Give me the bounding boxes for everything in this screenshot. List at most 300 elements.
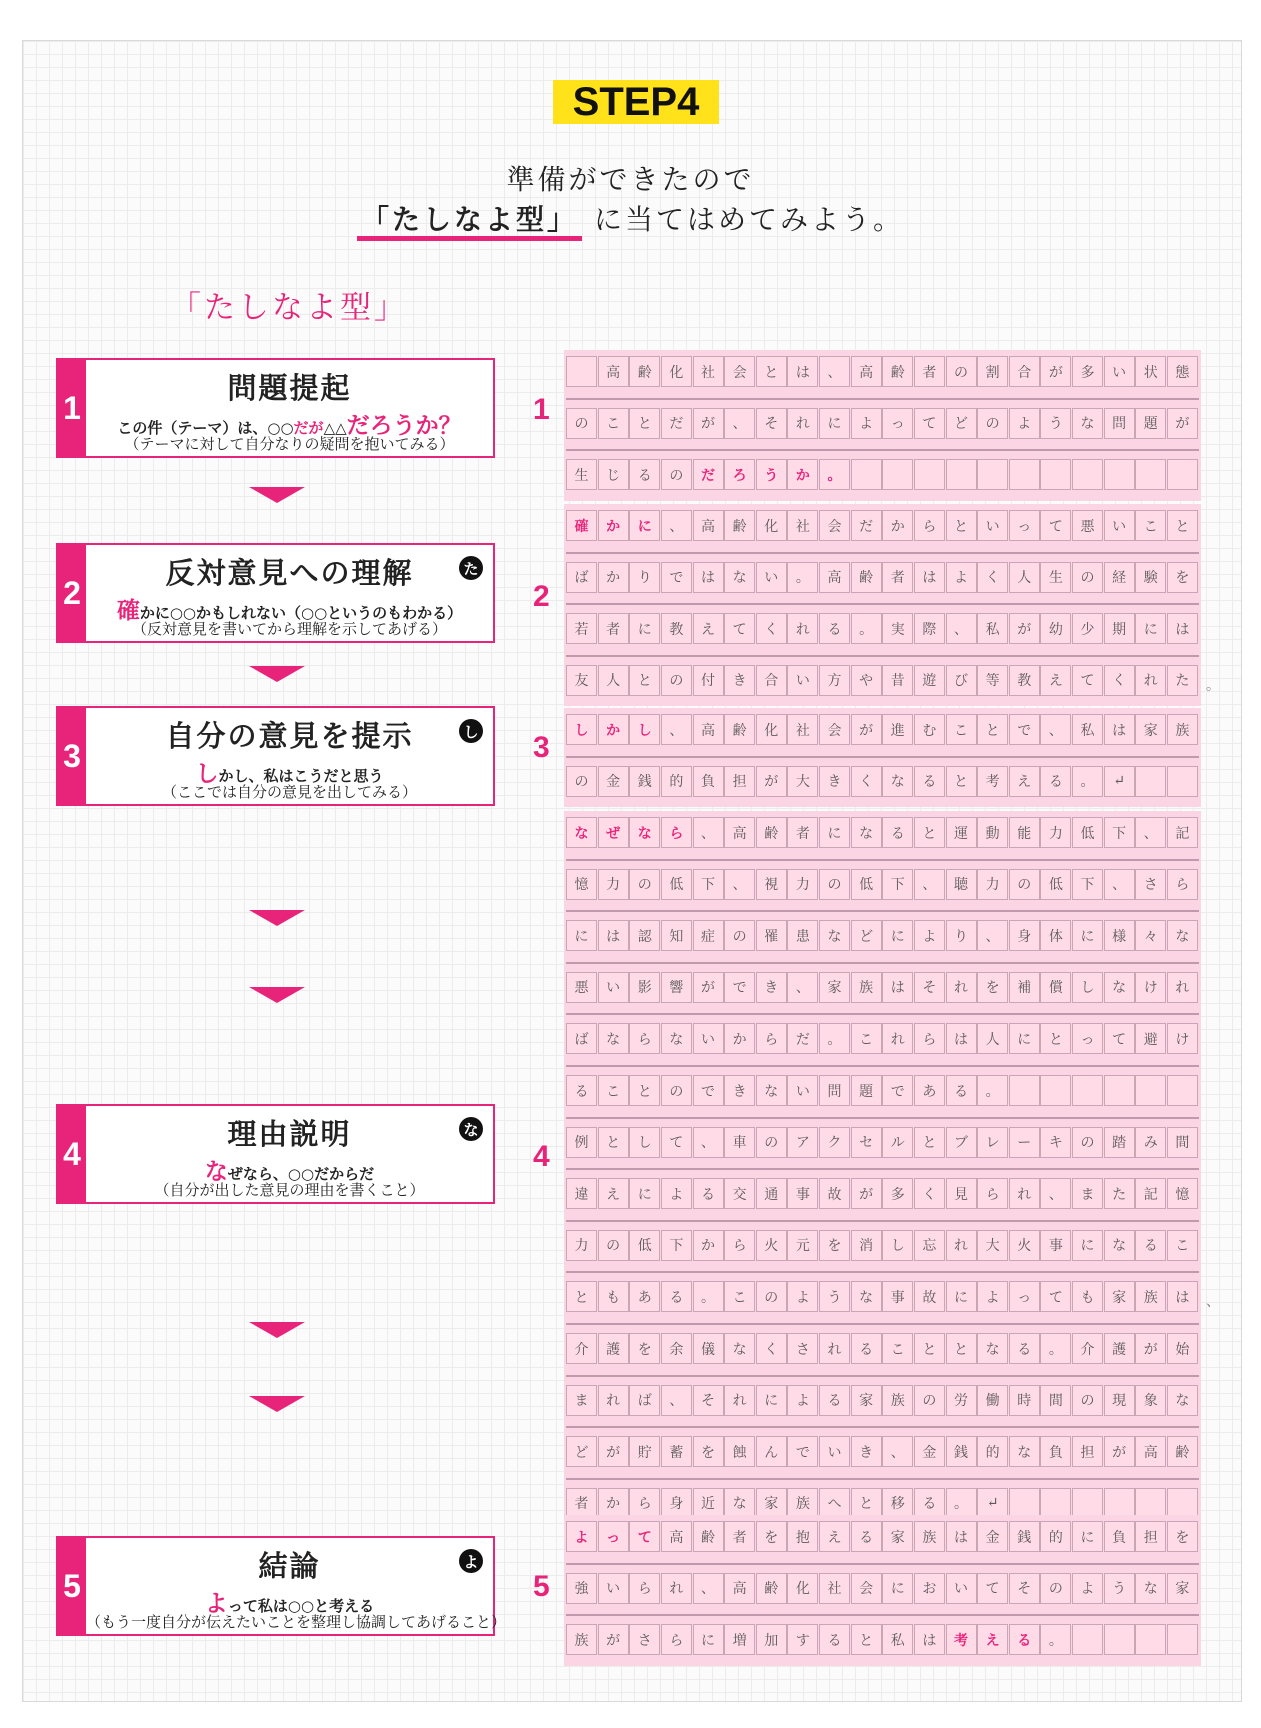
manuscript-cell: 、: [724, 408, 755, 439]
step-note: （テーマに対して自分なりの疑問を抱いてみる）: [124, 435, 455, 453]
manuscript-cell: が: [1009, 613, 1040, 644]
manuscript-cell: 移: [882, 1488, 913, 1519]
manuscript-cell: 護: [1104, 1333, 1135, 1364]
manuscript-cell: ア: [787, 1127, 818, 1158]
manuscript-cell: 。: [1072, 766, 1103, 797]
manuscript-cell: が: [693, 972, 724, 1003]
manuscript-cell: 者: [787, 817, 818, 848]
row-divider: [566, 1323, 1199, 1325]
row-divider: [566, 1271, 1199, 1273]
manuscript-cell: の: [1072, 1127, 1103, 1158]
row-divider: [566, 859, 1199, 861]
manuscript-cell: 社: [787, 714, 818, 745]
manuscript-cell: 力: [977, 869, 1008, 900]
example-keyword: よ: [204, 1591, 228, 1617]
manuscript-cell: と: [914, 1333, 945, 1364]
row-divider: [566, 1013, 1199, 1015]
manuscript-cell: 、: [914, 869, 945, 900]
manuscript-cell: そ: [1009, 1573, 1040, 1604]
manuscript-cell: る: [1135, 1230, 1166, 1261]
manuscript-cell: て: [1104, 1023, 1135, 1054]
manuscript-cell: 化: [756, 714, 787, 745]
manuscript-cell: っ: [1072, 1023, 1103, 1054]
manuscript-cell: い: [787, 665, 818, 696]
step-note: （自分が出した意見の理由を書くこと）: [154, 1181, 425, 1199]
manuscript-cell: み: [1135, 1127, 1166, 1158]
manuscript-cell: [1135, 459, 1166, 490]
manuscript-cell: 高: [661, 1521, 692, 1552]
row-divider: [566, 449, 1199, 451]
manuscript-cell: い: [946, 1573, 977, 1604]
manuscript-cell: 労: [946, 1385, 977, 1416]
manuscript-cell: [1072, 1075, 1103, 1106]
manuscript-cell: 、: [946, 613, 977, 644]
manuscript-cell: 族: [882, 1385, 913, 1416]
manuscript-cell: そ: [693, 1385, 724, 1416]
manuscript-cell: 々: [1135, 920, 1166, 951]
manuscript-cell: は: [787, 356, 818, 387]
manuscript-cell: 族: [914, 1521, 945, 1552]
manuscript-cell: 力: [1040, 817, 1071, 848]
manuscript-row: [566, 1127, 1199, 1158]
step-title: 問題提起: [227, 371, 352, 405]
manuscript-row: [566, 510, 1199, 541]
manuscript-cell: よ: [914, 920, 945, 951]
manuscript-cell: き: [724, 665, 755, 696]
manuscript-cell: が: [1104, 1436, 1135, 1467]
manuscript-cell: 、: [1135, 817, 1166, 848]
manuscript-cell: 始: [1167, 1333, 1198, 1364]
manuscript-cell: 認: [629, 920, 660, 951]
manuscript-cell: 故: [819, 1178, 850, 1209]
manuscript-cell: る: [693, 1178, 724, 1209]
manuscript-cell: 介: [566, 1333, 597, 1364]
mnemonic-mark-icon: な: [459, 1117, 483, 1141]
manuscript-cell: 者: [724, 1521, 755, 1552]
manuscript-cell: 齢: [756, 1573, 787, 1604]
manuscript-cell: 担: [1135, 1521, 1166, 1552]
manuscript-cell: [1135, 1624, 1166, 1655]
manuscript-cell: り: [629, 562, 660, 593]
manuscript-row: [566, 1230, 1199, 1261]
manuscript-cell: 齢: [1167, 1436, 1198, 1467]
manuscript-cell: 題: [1135, 408, 1166, 439]
manuscript-cell: [1040, 1488, 1071, 1519]
manuscript-cell: れ: [882, 1023, 913, 1054]
manuscript-section-1: [566, 352, 1199, 499]
manuscript-cell: 患: [787, 920, 818, 951]
manuscript-cell: そ: [914, 972, 945, 1003]
example-text: △△: [323, 419, 347, 437]
manuscript-cell: ク: [819, 1127, 850, 1158]
manuscript-cell: き: [819, 766, 850, 797]
manuscript-cell: れ: [1135, 665, 1166, 696]
manuscript-cell: れ: [1167, 972, 1198, 1003]
manuscript-cell: キ: [1040, 1127, 1071, 1158]
manuscript-cell: 響: [661, 972, 692, 1003]
manuscript-cell: 実: [882, 613, 913, 644]
manuscript-cell: に: [819, 408, 850, 439]
manuscript-cell: か: [598, 562, 629, 593]
manuscript-cell: 下: [1104, 817, 1135, 848]
manuscript-cell: え: [598, 1178, 629, 1209]
step-card-3: [56, 706, 495, 806]
manuscript-cell: の: [1072, 562, 1103, 593]
manuscript-cell: 者: [882, 562, 913, 593]
manuscript-cell: れ: [787, 408, 818, 439]
manuscript-cell: ら: [977, 1178, 1008, 1209]
manuscript-cell: し: [629, 1127, 660, 1158]
example-text: って私は○○と考える: [227, 1597, 375, 1615]
manuscript-cell: る: [851, 1521, 882, 1552]
manuscript-cell: な: [1135, 1573, 1166, 1604]
manuscript-cell: 低: [661, 869, 692, 900]
manuscript-cell: 加: [756, 1624, 787, 1655]
row-divider: [566, 1478, 1199, 1480]
manuscript-cell: と: [914, 1127, 945, 1158]
example-keyword: 確: [116, 598, 140, 624]
manuscript-cell: 事: [882, 1281, 913, 1312]
manuscript-cell: 。: [851, 613, 882, 644]
manuscript-cell: と: [946, 1333, 977, 1364]
manuscript-cell: 罹: [756, 920, 787, 951]
manuscript-cell: の: [661, 665, 692, 696]
manuscript-section-3: [566, 710, 1199, 805]
manuscript-cell: 幼: [1040, 613, 1071, 644]
manuscript-cell: き: [851, 1436, 882, 1467]
manuscript-cell: と: [851, 1488, 882, 1519]
manuscript-row: [566, 817, 1199, 848]
manuscript-row: [566, 1281, 1199, 1312]
example-text: かに○○かもしれない（○○というのもわかる）: [139, 604, 463, 622]
manuscript-cell: ら: [914, 510, 945, 541]
manuscript-cell: て: [1040, 1281, 1071, 1312]
manuscript-section-5: [566, 1517, 1199, 1664]
manuscript-cell: な: [882, 766, 913, 797]
manuscript-cell: 銭: [629, 766, 660, 797]
manuscript-cell: が: [1167, 408, 1198, 439]
manuscript-cell: と: [946, 510, 977, 541]
intro-line-1: 準備ができたので: [506, 163, 755, 196]
manuscript-cell: に: [629, 510, 660, 541]
manuscript-cell: [1135, 1488, 1166, 1519]
manuscript-cell: く: [851, 766, 882, 797]
manuscript-cell: な: [851, 1281, 882, 1312]
manuscript-cell: 高: [819, 562, 850, 593]
manuscript-cell: 化: [787, 1573, 818, 1604]
manuscript-cell: 高: [693, 510, 724, 541]
manuscript-cell: 、: [1104, 869, 1135, 900]
manuscript-cell: こ: [946, 714, 977, 745]
row-divider: [566, 1168, 1199, 1170]
manuscript-cell: と: [1167, 510, 1198, 541]
manuscript-cell: さ: [1135, 869, 1166, 900]
manuscript-cell: さ: [787, 1333, 818, 1364]
manuscript-cell: 現: [1104, 1385, 1135, 1416]
manuscript-cell: い: [1104, 510, 1135, 541]
manuscript-cell: へ: [819, 1488, 850, 1519]
manuscript-cell: の: [566, 766, 597, 797]
manuscript-cell: 齢: [724, 714, 755, 745]
manuscript-cell: を: [693, 1436, 724, 1467]
manuscript-cell: と: [629, 1075, 660, 1106]
manuscript-cell: 家: [819, 972, 850, 1003]
row-divider: [566, 1563, 1199, 1565]
manuscript-cell: 償: [1040, 972, 1071, 1003]
manuscript-cell: 貯: [629, 1436, 660, 1467]
manuscript-cell: 問: [819, 1075, 850, 1106]
manuscript-cell: 化: [661, 356, 692, 387]
row-divider: [566, 910, 1199, 912]
manuscript-cell: 。: [977, 1075, 1008, 1106]
manuscript-cell: 的: [661, 766, 692, 797]
manuscript-cell: る: [946, 1075, 977, 1106]
manuscript-cell: 経: [1104, 562, 1135, 593]
manuscript-cell: 家: [1104, 1281, 1135, 1312]
manuscript-cell: 、: [693, 1127, 724, 1158]
manuscript-cell: よ: [787, 1281, 818, 1312]
manuscript-cell: で: [882, 1075, 913, 1106]
manuscript-row: [566, 459, 1199, 490]
step-note: （反対意見を書いてから理解を示してあげる）: [131, 620, 447, 638]
manuscript-cell: が: [851, 714, 882, 745]
manuscript-cell: に: [1135, 613, 1166, 644]
manuscript-cell: く: [914, 1178, 945, 1209]
manuscript-cell: 避: [1135, 1023, 1166, 1054]
manuscript-cell: て: [661, 1127, 692, 1158]
manuscript-cell: 憶: [1167, 1178, 1198, 1209]
manuscript-cell: 昔: [882, 665, 913, 696]
manuscript-cell: ら: [629, 1488, 660, 1519]
manuscript-cell: こ: [851, 1023, 882, 1054]
manuscript-cell: は: [1104, 714, 1135, 745]
manuscript-cell: に: [629, 613, 660, 644]
manuscript-cell: ば: [629, 1385, 660, 1416]
manuscript-cell: な: [1072, 408, 1103, 439]
manuscript-cell: 元: [787, 1230, 818, 1261]
manuscript-cell: [1104, 1075, 1135, 1106]
step-card-1: [56, 358, 495, 458]
manuscript-cell: 割: [977, 356, 1008, 387]
step-title: 反対意見への理解: [165, 556, 414, 590]
manuscript-cell: の: [756, 1281, 787, 1312]
manuscript-cell: り: [946, 920, 977, 951]
manuscript-cell: に: [1072, 1230, 1103, 1261]
manuscript-cell: 補: [1009, 972, 1040, 1003]
manuscript-cell: 家: [851, 1385, 882, 1416]
manuscript-cell: い: [693, 1023, 724, 1054]
manuscript-cell: 的: [977, 1436, 1008, 1467]
manuscript-cell: う: [1040, 408, 1071, 439]
manuscript-cell: 間: [1040, 1385, 1071, 1416]
manuscript-cell: 。: [1040, 1624, 1071, 1655]
row-divider: [566, 398, 1199, 400]
manuscript-cell: る: [819, 1385, 850, 1416]
manuscript-cell: 。: [819, 1023, 850, 1054]
manuscript-cell: 記: [1167, 817, 1198, 848]
manuscript-cell: れ: [598, 1385, 629, 1416]
manuscript-cell: 力: [566, 1230, 597, 1261]
manuscript-cell: な: [629, 817, 660, 848]
manuscript-cell: の: [1072, 1385, 1103, 1416]
manuscript-cell: ば: [566, 1023, 597, 1054]
manuscript-cell: も: [598, 1281, 629, 1312]
manuscript-cell: 私: [882, 1624, 913, 1655]
manuscript-cell: と: [629, 408, 660, 439]
manuscript-cell: よ: [787, 1385, 818, 1416]
manuscript-cell: て: [629, 1521, 660, 1552]
manuscript-cell: [1167, 1488, 1198, 1519]
manuscript-cell: が: [851, 1178, 882, 1209]
manuscript-cell: 化: [756, 510, 787, 541]
manuscript-cell: 等: [977, 665, 1008, 696]
row-divider: [566, 1614, 1199, 1616]
manuscript-cell: が: [756, 766, 787, 797]
manuscript-cell: 会: [724, 356, 755, 387]
manuscript-cell: し: [1072, 972, 1103, 1003]
manuscript-cell: 齢: [882, 356, 913, 387]
manuscript-cell: 儀: [693, 1333, 724, 1364]
section-label-2: 2: [533, 580, 550, 613]
manuscript-cell: か: [724, 1023, 755, 1054]
manuscript-cell: 強: [566, 1573, 597, 1604]
manuscript-cell: い: [1104, 356, 1135, 387]
manuscript-cell: 高: [724, 1573, 755, 1604]
manuscript-cell: 、: [787, 972, 818, 1003]
manuscript-cell: く: [756, 613, 787, 644]
manuscript-cell: だ: [661, 408, 692, 439]
manuscript-cell: を: [977, 972, 1008, 1003]
manuscript-cell: き: [756, 972, 787, 1003]
manuscript-cell: 齢: [693, 1521, 724, 1552]
manuscript-cell: が: [1040, 356, 1071, 387]
manuscript-cell: 少: [1072, 613, 1103, 644]
manuscript-cell: ど: [946, 408, 977, 439]
manuscript-cell: 運: [946, 817, 977, 848]
section-label-1: 1: [533, 393, 550, 426]
manuscript-cell: れ: [946, 972, 977, 1003]
manuscript-cell: な: [819, 920, 850, 951]
manuscript-row: [566, 562, 1199, 593]
manuscript-cell: て: [1040, 510, 1071, 541]
manuscript-row: [566, 1488, 1199, 1519]
manuscript-cell: ま: [566, 1385, 597, 1416]
manuscript-cell: レ: [977, 1127, 1008, 1158]
example-accent: だが: [293, 419, 324, 437]
manuscript-cell: 金: [977, 1521, 1008, 1552]
manuscript-cell: 教: [1009, 665, 1040, 696]
manuscript-cell: 人: [598, 665, 629, 696]
manuscript-cell: 身: [661, 1488, 692, 1519]
manuscript-cell: 担: [724, 766, 755, 797]
manuscript-cell: だ: [851, 510, 882, 541]
manuscript-cell: 齢: [724, 510, 755, 541]
mnemonic-mark-icon: た: [459, 556, 483, 580]
manuscript-cell: ど: [566, 1436, 597, 1467]
manuscript-cell: [566, 356, 597, 387]
manuscript-cell: か: [693, 1230, 724, 1261]
step-badge: STEP4: [553, 80, 719, 124]
manuscript-cell: 問: [1104, 408, 1135, 439]
manuscript-cell: よ: [1009, 408, 1040, 439]
manuscript-cell: を: [819, 1230, 850, 1261]
manuscript-cell: 事: [1040, 1230, 1071, 1261]
row-divider: [566, 552, 1199, 554]
section-title: 「たしなよ型」: [170, 290, 408, 326]
overflow-punct: 、: [1206, 1294, 1220, 1311]
manuscript-cell: 動: [977, 817, 1008, 848]
row-divider: [566, 1426, 1199, 1428]
manuscript-cell: [1167, 766, 1198, 797]
manuscript-cell: よ: [661, 1178, 692, 1209]
manuscript-cell: 高: [724, 817, 755, 848]
manuscript-cell: な: [724, 1333, 755, 1364]
manuscript-cell: 火: [1009, 1230, 1040, 1261]
manuscript-row: [566, 1624, 1199, 1655]
manuscript-cell: 、: [724, 869, 755, 900]
manuscript-cell: と: [946, 766, 977, 797]
manuscript-row: [566, 1573, 1199, 1604]
manuscript-cell: の: [756, 1127, 787, 1158]
row-divider: [566, 756, 1199, 758]
manuscript-cell: 、: [661, 714, 692, 745]
manuscript-cell: で: [724, 972, 755, 1003]
manuscript-cell: [1135, 1075, 1166, 1106]
manuscript-cell: 、: [661, 510, 692, 541]
manuscript-cell: [1040, 1075, 1071, 1106]
manuscript-cell: て: [914, 408, 945, 439]
manuscript-cell: 力: [787, 869, 818, 900]
step-note: （もう一度自分が伝えたいことを整理し協調してあげること）: [86, 1613, 507, 1631]
manuscript-cell: 、: [693, 1573, 724, 1604]
manuscript-cell: 症: [693, 920, 724, 951]
manuscript-cell: し: [629, 714, 660, 745]
manuscript-cell: な: [756, 1075, 787, 1106]
manuscript-cell: の: [1009, 869, 1040, 900]
intro-line-2-rest: に当てはめてみよう。: [593, 203, 904, 236]
manuscript-cell: 火: [756, 1230, 787, 1261]
manuscript-cell: 金: [598, 766, 629, 797]
manuscript-cell: [1072, 459, 1103, 490]
row-divider: [566, 1117, 1199, 1119]
manuscript-cell: 違: [566, 1178, 597, 1209]
manuscript-cell: な: [724, 1488, 755, 1519]
manuscript-section-4: [566, 813, 1220, 1527]
manuscript-row: [566, 972, 1199, 1003]
manuscript-cell: 多: [1072, 356, 1103, 387]
manuscript-row: [566, 1521, 1199, 1552]
manuscript-cell: ん: [756, 1436, 787, 1467]
manuscript-cell: は: [946, 1521, 977, 1552]
manuscript-cell: こ: [1167, 1230, 1198, 1261]
manuscript-cell: る: [851, 1333, 882, 1364]
manuscript-cell: 、: [882, 1436, 913, 1467]
manuscript-cell: 高: [598, 356, 629, 387]
step-card-2: [56, 543, 495, 643]
manuscript-cell: 銭: [946, 1436, 977, 1467]
manuscript-cell: は: [1167, 613, 1198, 644]
manuscript-cell: 見: [946, 1178, 977, 1209]
manuscript-cell: な: [598, 1023, 629, 1054]
manuscript-cell: に: [1009, 1023, 1040, 1054]
manuscript-cell: け: [1135, 972, 1166, 1003]
manuscript-cell: [1009, 459, 1040, 490]
manuscript-cell: 族: [787, 1488, 818, 1519]
flow-arrow-icon: [249, 487, 305, 503]
manuscript-cell: び: [946, 665, 977, 696]
manuscript-cell: い: [756, 562, 787, 593]
manuscript-cell: 高: [851, 356, 882, 387]
